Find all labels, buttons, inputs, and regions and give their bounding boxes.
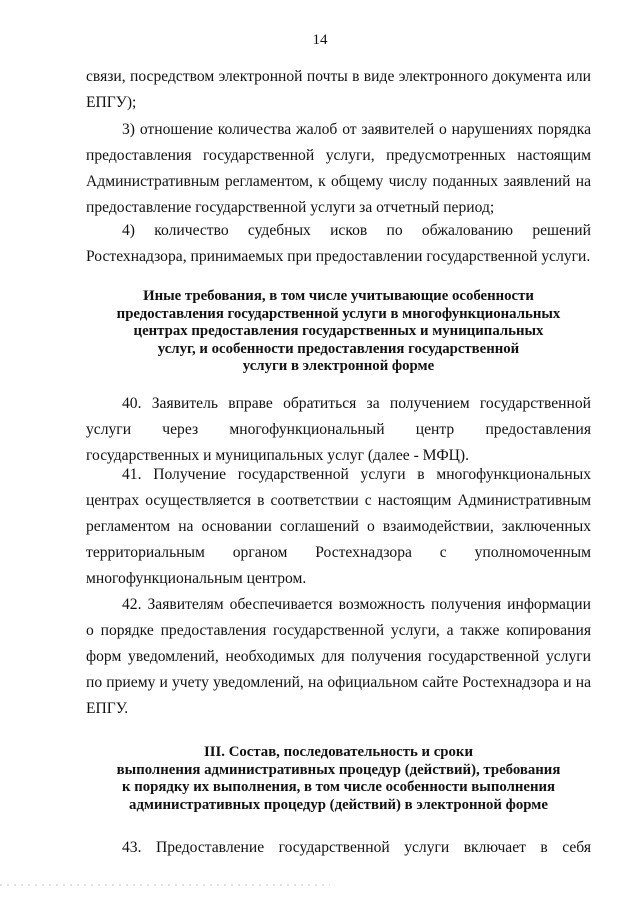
heading-line: услуги в электронной форме <box>242 358 435 374</box>
heading-line: III. Состав, последовательность и сроки <box>204 744 473 760</box>
scan-artifact <box>0 884 330 886</box>
paragraph-item-4: 4) количество судебных исков по обжалованию решений Ростехнадзора, принимаемых при предоставлении государственной услуги. <box>86 222 591 265</box>
paragraph-41: 41. Получение государственной услуги в многофункциональных центрах осуществляется в соответствии с настоящим Административным регламентом на основании соглашений о взаимодействии, заключенных территориальным органом Ростехнадзора с уполномоченным многофункциональным центром. <box>86 466 591 587</box>
heading-line: центрах предоставления государственных и муниципальных <box>133 323 544 339</box>
heading-line: к порядку их выполнения, в том числе особенности выполнения <box>121 779 556 795</box>
section-heading-iii <box>86 744 591 814</box>
section-heading-other-requirements <box>86 288 591 376</box>
heading-line: административных процедур (действий) в электронной форме <box>129 796 548 813</box>
paragraph-43: 43. Предоставление государственной услуги включает в себя <box>122 839 591 856</box>
paragraph-40: 40. Заявитель вправе обратиться за получением государственной услуги через многофункциональный центр предоставления государственных и муниципальных услуг (далее - МФЦ). <box>86 395 591 464</box>
paragraph-continuation: связи, посредством электронной почты в виде электронного документа или ЕПГУ); <box>86 68 591 111</box>
paragraph-42: 42. Заявителям обеспечивается возможность получения информации о порядке предоставления государственной услуги, а также копирования форм уведомлений, необходимых для получения государственной услуги по приему и учету уведомлений, на официальном сайте Ростехнадзора и на ЕПГУ. <box>86 596 591 717</box>
heading-line: услуг, и особенности предоставления государственной <box>157 340 520 357</box>
heading-line: выполнения административных процедур (действий), требования <box>116 761 561 778</box>
heading-line: Иные требования, в том числе учитывающие особенности <box>143 288 534 304</box>
heading-line: предоставления государственной услуги в многофункциональных <box>116 305 561 322</box>
page-number: 14 <box>312 32 328 48</box>
paragraph-item-3: 3) отношение количества жалоб от заявителей о нарушениях порядка предоставления государственной услуги, предусмотренных настоящим Административным регламентом, к общему числу поданных заявлений на предоставление государственной услуги за отчетный период; <box>86 121 591 216</box>
